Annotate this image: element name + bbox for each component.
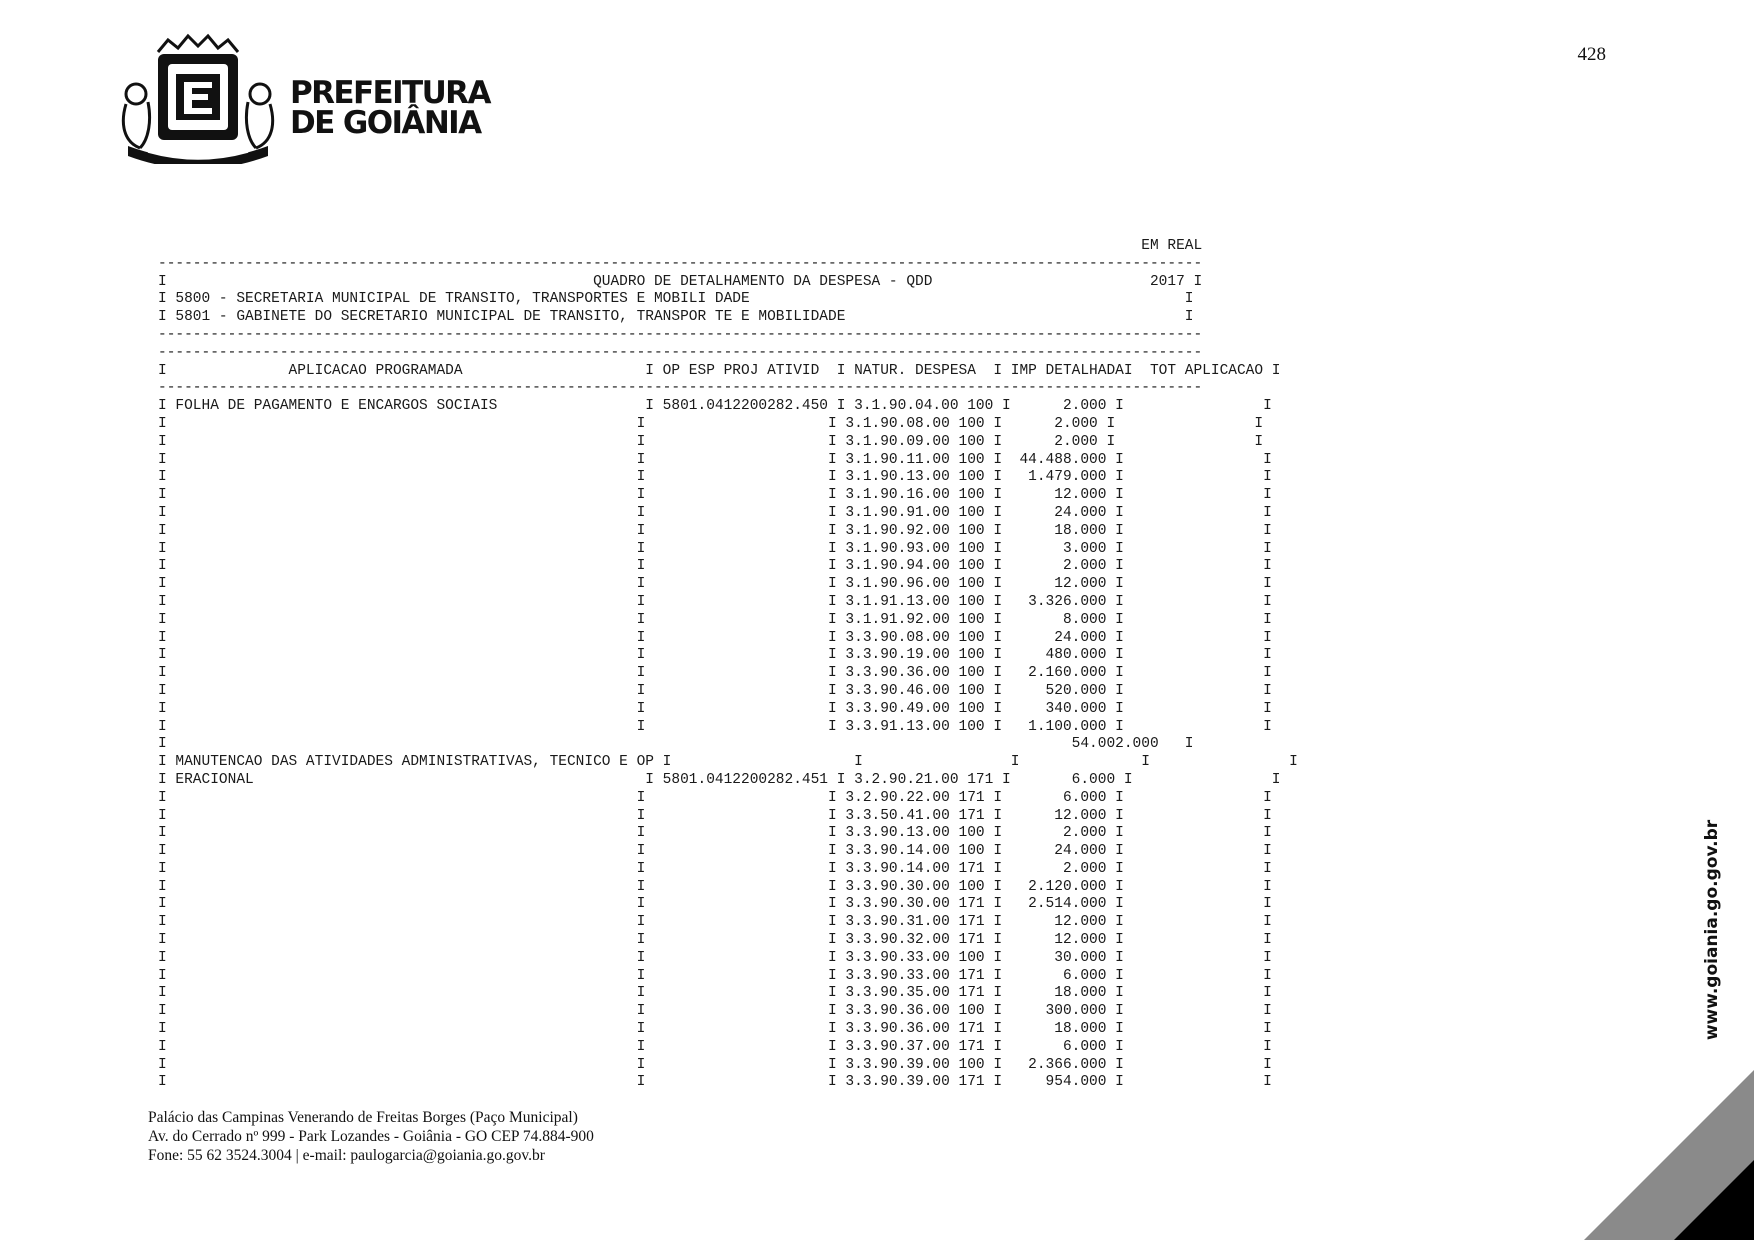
report-line: I I I 3.1.91.13.00 100 I 3.326.000 I I (158, 593, 1272, 610)
report-line: I I I 3.3.90.32.00 171 I 12.000 I I (158, 932, 1272, 949)
report-line: I I I 3.3.90.36.00 100 I 2.160.000 I I (158, 665, 1272, 682)
brand-wordmark (290, 75, 490, 141)
report-line: I I I 3.3.91.13.00 100 I 1.100.000 I I (158, 718, 1272, 735)
report-line: I 54.002.000 I (158, 736, 1194, 753)
report-line: I I I 3.3.90.36.00 100 I 300.000 I I (158, 1003, 1272, 1020)
report-line: I I I 3.1.90.09.00 100 I 2.000 I I (158, 433, 1264, 450)
coat-of-arms-logo (118, 32, 278, 164)
report-line: ------------------------------------------------------------------------------------------------------------------------ (158, 380, 1203, 397)
side-website-url: www.goiania.go.gov.br (1702, 819, 1722, 1041)
report-line: I I I 3.1.90.93.00 100 I 3.000 I I (158, 540, 1272, 557)
report-line: I 5800 - SECRETARIA MUNICIPAL DE TRANSITO, TRANSPORTES E MOBILI DADE I (158, 291, 1194, 308)
footer-line-2: Av. do Cerrado nº 999 - Park Lozandes - Goiânia - GO CEP 74.884-900 (148, 1128, 594, 1145)
report-line: I I I 3.3.90.49.00 100 I 340.000 I I (158, 700, 1272, 717)
report-line: I I I 3.1.90.92.00 100 I 18.000 I I (158, 522, 1272, 539)
report-line: I I I 3.3.90.19.00 100 I 480.000 I I (158, 647, 1272, 664)
report-line: I MANUTENCAO DAS ATIVIDADES ADMINISTRATIVAS, TECNICO E OP I I I I I (158, 754, 1298, 771)
report-line: I ERACIONAL I 5801.0412200282.451 I 3.2.90.21.00 171 I 6.000 I I (158, 771, 1281, 788)
report-line: I I I 3.3.90.14.00 100 I 24.000 I I (158, 843, 1272, 860)
brand-line-1: PREFEITURA (290, 75, 490, 111)
report-line: I I I 3.2.90.22.00 171 I 6.000 I I (158, 789, 1272, 806)
report-line: I I I 3.3.90.46.00 100 I 520.000 I I (158, 682, 1272, 699)
report-line: I I I 3.1.90.96.00 100 I 12.000 I I (158, 576, 1272, 593)
report-line: I I I 3.3.90.31.00 171 I 12.000 I I (158, 914, 1272, 931)
report-line: I QUADRO DE DETALHAMENTO DA DESPESA - QDD 2017 I (158, 273, 1203, 290)
report-line: I APLICACAO PROGRAMADA I OP ESP PROJ ATIVID I NATUR. DESPESA I IMP DETALHADAI TOT APLICACAO I (158, 362, 1281, 379)
report-line: I I I 3.3.90.39.00 100 I 2.366.000 I I (158, 1056, 1272, 1073)
report-line: I I I 3.3.90.08.00 100 I 24.000 I I (158, 629, 1272, 646)
report-line: I I I 3.1.90.13.00 100 I 1.479.000 I I (158, 469, 1272, 486)
corner-decoration (1584, 1070, 1754, 1240)
report-line: I 5801 - GABINETE DO SECRETARIO MUNICIPAL DE TRANSITO, TRANSPOR TE E MOBILIDADE I (158, 309, 1194, 326)
report-line: I I I 3.1.90.16.00 100 I 12.000 I I (158, 487, 1272, 504)
report-line: I I I 3.3.90.33.00 100 I 30.000 I I (158, 949, 1272, 966)
report-line: I I I 3.3.90.13.00 100 I 2.000 I I (158, 825, 1272, 842)
footer-line-1: Palácio das Campinas Venerando de Freitas Borges (Paço Municipal) (148, 1109, 578, 1126)
report-line: ------------------------------------------------------------------------------------------------------------------------ (158, 255, 1203, 272)
report-line: EM REAL (158, 238, 1203, 254)
footer-address (148, 1108, 594, 1165)
report-line: I I I 3.1.90.11.00 100 I 44.488.000 I I (158, 451, 1272, 468)
page-number: 428 (1577, 44, 1606, 65)
report-line: I I I 3.1.90.91.00 100 I 24.000 I I (158, 504, 1272, 521)
footer-line-3: Fone: 55 62 3524.3004 | e-mail: paulogarcia@goiania.go.gov.br (148, 1147, 545, 1164)
qdd-report-table (158, 238, 1298, 1092)
report-line: I I I 3.3.90.33.00 171 I 6.000 I I (158, 967, 1272, 984)
report-line: ------------------------------------------------------------------------------------------------------------------------ (158, 326, 1203, 343)
brand-line-2: DE GOIÂNIA (290, 105, 481, 141)
report-line: I I I 3.3.90.14.00 171 I 2.000 I I (158, 860, 1272, 877)
report-line: I I I 3.1.91.92.00 100 I 8.000 I I (158, 611, 1272, 628)
report-line: I I I 3.3.90.30.00 100 I 2.120.000 I I (158, 878, 1272, 895)
report-line: I I I 3.3.90.39.00 171 I 954.000 I I (158, 1074, 1272, 1091)
report-line: I I I 3.1.90.94.00 100 I 2.000 I I (158, 558, 1272, 575)
report-line: I I I 3.3.90.35.00 171 I 18.000 I I (158, 985, 1272, 1002)
report-line: I FOLHA DE PAGAMENTO E ENCARGOS SOCIAIS I 5801.0412200282.450 I 3.1.90.04.00 100 I 2.000 I I (158, 398, 1272, 415)
report-line: I I I 3.1.90.08.00 100 I 2.000 I I (158, 415, 1264, 432)
report-line: I I I 3.3.90.37.00 171 I 6.000 I I (158, 1038, 1272, 1055)
report-line: I I I 3.3.90.30.00 171 I 2.514.000 I I (158, 896, 1272, 913)
report-line: I I I 3.3.50.41.00 171 I 12.000 I I (158, 807, 1272, 824)
report-line: I I I 3.3.90.36.00 171 I 18.000 I I (158, 1021, 1272, 1038)
report-line: ------------------------------------------------------------------------------------------------------------------------ (158, 344, 1203, 361)
